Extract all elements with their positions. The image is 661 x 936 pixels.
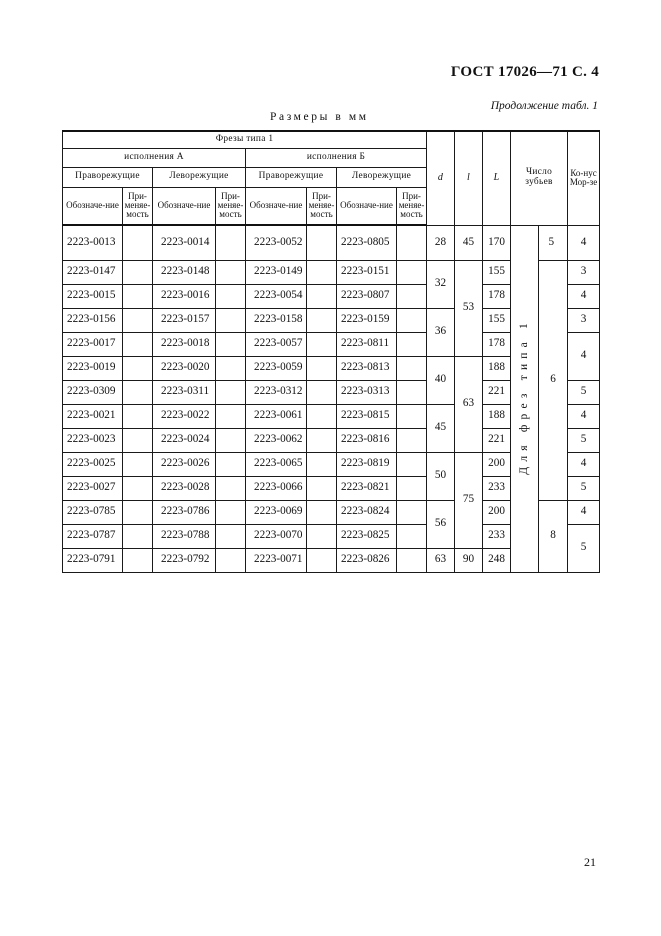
- cell-b-right: 2223-0065: [246, 452, 307, 476]
- cell-applicability: [216, 284, 246, 308]
- cell-l-small: 63: [455, 356, 483, 452]
- cell-b-left: 2223-0807: [337, 284, 397, 308]
- cell-applicability: [123, 308, 153, 332]
- cell-a-right: 2223-0017: [63, 332, 123, 356]
- cell-a-right: 2223-0787: [63, 524, 123, 548]
- cell-l-large: 155: [483, 308, 511, 332]
- header-designation: Обозначе-ние: [246, 187, 307, 225]
- cell-morse: 4: [568, 332, 600, 380]
- cell-l-large: 155: [483, 260, 511, 284]
- cell-applicability: [216, 548, 246, 572]
- cell-applicability: [397, 548, 427, 572]
- cell-l-large: 233: [483, 476, 511, 500]
- cell-applicability: [397, 476, 427, 500]
- cell-a-left: 2223-0022: [153, 404, 216, 428]
- cell-applicability: [397, 284, 427, 308]
- document-header: ГОСТ 17026—71 С. 4: [450, 64, 599, 80]
- cell-applicability: [123, 260, 153, 284]
- cell-applicability: [307, 380, 337, 404]
- cell-b-right: 2223-0066: [246, 476, 307, 500]
- cell-l-large: 178: [483, 284, 511, 308]
- cell-b-left: 2223-0815: [337, 404, 397, 428]
- cell-b-left: 2223-0816: [337, 428, 397, 452]
- cell-applicability: [307, 548, 337, 572]
- cell-applicability: [307, 500, 337, 524]
- cell-a-left: 2223-0014: [153, 225, 216, 260]
- vertical-note: Для фрез типа 1: [518, 318, 531, 475]
- cell-applicability: [216, 500, 246, 524]
- cell-a-right: 2223-0013: [63, 225, 123, 260]
- cell-b-right: 2223-0071: [246, 548, 307, 572]
- header-b-right-hand: Праворежущие: [246, 167, 337, 187]
- cell-l-large: 200: [483, 500, 511, 524]
- cell-applicability: [216, 476, 246, 500]
- cell-b-left: 2223-0824: [337, 500, 397, 524]
- cell-a-left: 2223-0788: [153, 524, 216, 548]
- cell-b-left: 2223-0821: [337, 476, 397, 500]
- header-a-left-hand: Леворежущие: [153, 167, 246, 187]
- cell-d: 45: [427, 404, 455, 452]
- cell-b-left: 2223-0825: [337, 524, 397, 548]
- cell-a-right: 2223-0147: [63, 260, 123, 284]
- cell-applicability: [397, 225, 427, 260]
- cell-a-right: 2223-0021: [63, 404, 123, 428]
- cell-d: 36: [427, 308, 455, 356]
- cell-d: 50: [427, 452, 455, 500]
- cell-d: 40: [427, 356, 455, 404]
- header-b-left-hand: Леворежущие: [337, 167, 427, 187]
- cell-applicability: [123, 476, 153, 500]
- cell-applicability: [307, 260, 337, 284]
- cell-a-right: 2223-0015: [63, 284, 123, 308]
- cell-applicability: [216, 524, 246, 548]
- dimensions-note: Размеры в мм: [270, 111, 369, 123]
- cell-b-left: 2223-0151: [337, 260, 397, 284]
- cell-a-left: 2223-0157: [153, 308, 216, 332]
- header-designation: Обозначе-ние: [63, 187, 123, 225]
- cell-applicability: [307, 428, 337, 452]
- cell-a-left: 2223-0026: [153, 452, 216, 476]
- cell-a-right: 2223-0027: [63, 476, 123, 500]
- cell-l-small: 45: [455, 225, 483, 260]
- cell-applicability: [397, 452, 427, 476]
- cell-morse: 5: [568, 524, 600, 572]
- cell-a-right: 2223-0023: [63, 428, 123, 452]
- header-applicability: При-меняе-мость: [216, 187, 246, 225]
- cell-b-left: 2223-0159: [337, 308, 397, 332]
- cell-applicability: [123, 332, 153, 356]
- cell-morse: 4: [568, 404, 600, 428]
- cell-applicability: [397, 356, 427, 380]
- cell-morse: 4: [568, 452, 600, 476]
- cell-l-large: 178: [483, 332, 511, 356]
- cell-morse: 4: [568, 284, 600, 308]
- cell-a-right: 2223-0156: [63, 308, 123, 332]
- cell-applicability: [216, 428, 246, 452]
- cell-morse: 4: [568, 225, 600, 260]
- cell-l-large: 233: [483, 524, 511, 548]
- cell-b-right: 2223-0062: [246, 428, 307, 452]
- cell-applicability: [307, 476, 337, 500]
- cutter-spec-table: [62, 130, 600, 573]
- header-teeth-count: Число зубьев: [511, 131, 568, 225]
- cell-applicability: [123, 284, 153, 308]
- header-applicability: При-меняе-мость: [307, 187, 337, 225]
- header-cutters-type: Фрезы типа 1: [63, 131, 427, 148]
- cell-applicability: [397, 332, 427, 356]
- header-execution-a: исполнения А: [63, 148, 246, 167]
- header-d: d: [427, 131, 455, 225]
- header-designation: Обозначе-ние: [337, 187, 397, 225]
- cell-applicability: [397, 524, 427, 548]
- cell-a-right: 2223-0309: [63, 380, 123, 404]
- header-l-small: l: [455, 131, 483, 225]
- cell-b-right: 2223-0069: [246, 500, 307, 524]
- cell-a-right: 2223-0785: [63, 500, 123, 524]
- cell-l-small: 75: [455, 452, 483, 548]
- cell-a-left: 2223-0792: [153, 548, 216, 572]
- cell-applicability: [307, 404, 337, 428]
- page-number: 21: [584, 855, 596, 869]
- header-applicability: При-меняе-мость: [123, 187, 153, 225]
- cell-teeth: 5: [539, 225, 568, 260]
- cell-applicability: [123, 524, 153, 548]
- cell-b-right: 2223-0057: [246, 332, 307, 356]
- cell-b-right: 2223-0054: [246, 284, 307, 308]
- cell-applicability: [123, 548, 153, 572]
- cell-a-left: 2223-0311: [153, 380, 216, 404]
- cell-applicability: [397, 404, 427, 428]
- cell-applicability: [123, 452, 153, 476]
- cell-applicability: [216, 308, 246, 332]
- cell-applicability: [123, 500, 153, 524]
- cell-b-right: 2223-0312: [246, 380, 307, 404]
- cell-morse: 5: [568, 380, 600, 404]
- header-designation: Обозначе-ние: [153, 187, 216, 225]
- cell-a-left: 2223-0020: [153, 356, 216, 380]
- cell-d: 63: [427, 548, 455, 572]
- cell-applicability: [307, 452, 337, 476]
- cell-applicability: [216, 260, 246, 284]
- cell-applicability: [397, 500, 427, 524]
- cell-l-large: 188: [483, 404, 511, 428]
- cell-applicability: [397, 380, 427, 404]
- cell-morse: 3: [568, 308, 600, 332]
- header-applicability: При-меняе-мость: [397, 187, 427, 225]
- cell-applicability: [216, 332, 246, 356]
- cell-b-left: 2223-0805: [337, 225, 397, 260]
- cell-applicability: [216, 225, 246, 260]
- cell-b-left: 2223-0826: [337, 548, 397, 572]
- cell-applicability: [216, 356, 246, 380]
- cell-d: 56: [427, 500, 455, 548]
- cell-applicability: [397, 308, 427, 332]
- table-continuation-note: Продолжение табл. 1: [490, 100, 598, 112]
- cell-l-large: 248: [483, 548, 511, 572]
- cell-applicability: [216, 404, 246, 428]
- cell-b-right: 2223-0158: [246, 308, 307, 332]
- cell-applicability: [123, 380, 153, 404]
- cell-applicability: [123, 356, 153, 380]
- cell-applicability: [123, 404, 153, 428]
- cell-applicability: [216, 452, 246, 476]
- cell-applicability: [307, 225, 337, 260]
- header-morse-taper: Ко-нус Мор-зе: [568, 131, 600, 225]
- cell-a-right: 2223-0791: [63, 548, 123, 572]
- cell-applicability: [397, 428, 427, 452]
- header-a-right-hand: Праворежущие: [63, 167, 153, 187]
- cell-a-left: 2223-0024: [153, 428, 216, 452]
- cell-applicability: [307, 356, 337, 380]
- cell-for-cutters-type: [511, 225, 539, 572]
- cell-morse: 5: [568, 428, 600, 452]
- cell-applicability: [307, 524, 337, 548]
- cell-b-left: 2223-0819: [337, 452, 397, 476]
- cell-applicability: [123, 225, 153, 260]
- cell-applicability: [397, 260, 427, 284]
- header-execution-b: исполнения Б: [246, 148, 427, 167]
- cell-d: 32: [427, 260, 455, 308]
- cell-a-left: 2223-0018: [153, 332, 216, 356]
- cell-d: 28: [427, 225, 455, 260]
- cell-b-left: 2223-0313: [337, 380, 397, 404]
- cell-l-small: 53: [455, 260, 483, 356]
- cell-applicability: [123, 428, 153, 452]
- cell-applicability: [307, 308, 337, 332]
- cell-b-left: 2223-0811: [337, 332, 397, 356]
- cell-a-left: 2223-0786: [153, 500, 216, 524]
- cell-a-left: 2223-0016: [153, 284, 216, 308]
- cell-teeth: 8: [539, 500, 568, 572]
- cell-l-large: 221: [483, 428, 511, 452]
- cell-applicability: [216, 380, 246, 404]
- cell-l-small: 90: [455, 548, 483, 572]
- cell-a-right: 2223-0019: [63, 356, 123, 380]
- cell-b-right: 2223-0059: [246, 356, 307, 380]
- cell-l-large: 170: [483, 225, 511, 260]
- cell-l-large: 221: [483, 380, 511, 404]
- cell-morse: 4: [568, 500, 600, 524]
- cell-b-right: 2223-0061: [246, 404, 307, 428]
- cell-applicability: [307, 284, 337, 308]
- cell-a-right: 2223-0025: [63, 452, 123, 476]
- cell-a-left: 2223-0148: [153, 260, 216, 284]
- cell-morse: 3: [568, 260, 600, 284]
- cell-morse: 5: [568, 476, 600, 500]
- cell-b-right: 2223-0070: [246, 524, 307, 548]
- cell-b-left: 2223-0813: [337, 356, 397, 380]
- cell-teeth: 6: [539, 260, 568, 500]
- cell-l-large: 188: [483, 356, 511, 380]
- cell-b-right: 2223-0149: [246, 260, 307, 284]
- cell-b-right: 2223-0052: [246, 225, 307, 260]
- cell-applicability: [307, 332, 337, 356]
- header-l-large: L: [483, 131, 511, 225]
- cell-l-large: 200: [483, 452, 511, 476]
- cell-a-left: 2223-0028: [153, 476, 216, 500]
- table-row: [63, 225, 600, 260]
